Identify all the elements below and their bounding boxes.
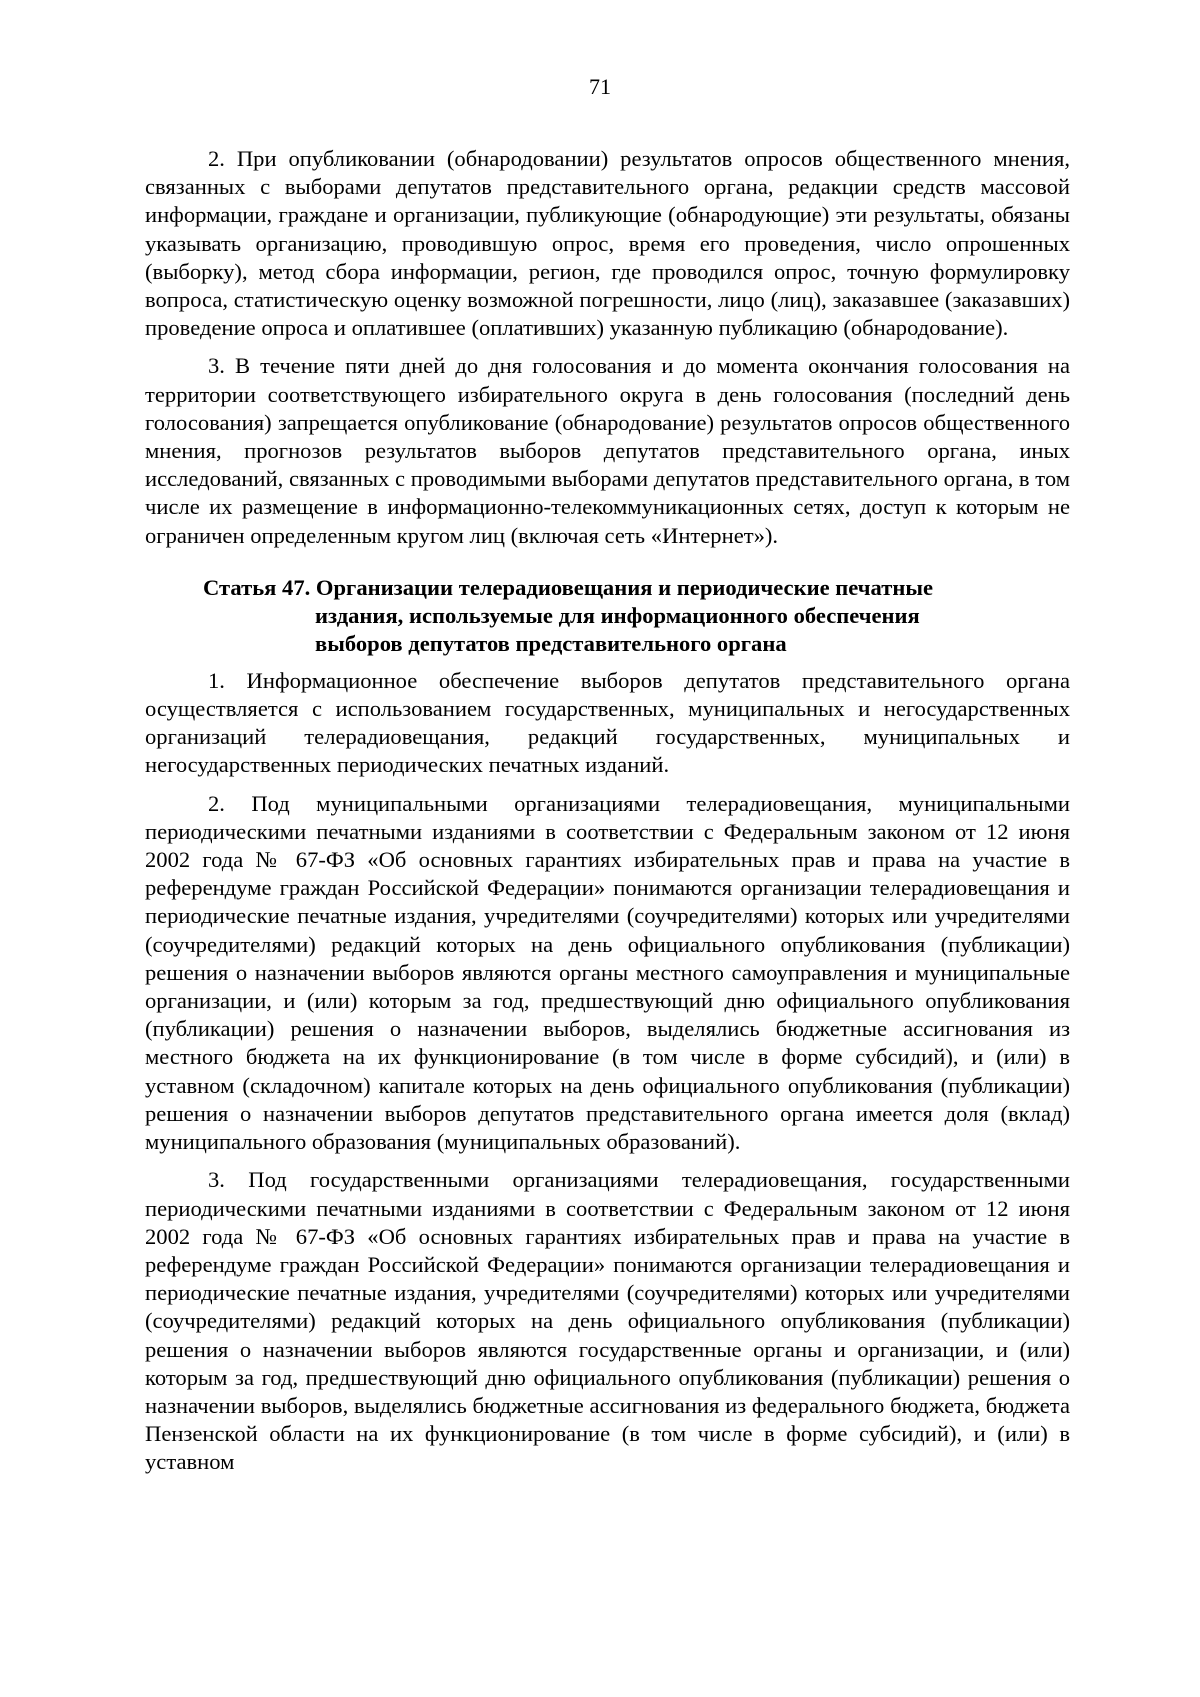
page-number: 71 bbox=[589, 74, 611, 99]
article-47-paragraph-2: 2. Под муниципальными организациями телерадиовещания, муниципальными периодическими печатными изданиями в соответствии с Федеральным законом от 12 июня 2002 года № 67-ФЗ «Об основных гарантиях избирательных прав и права на участие в референдуме граждан Российской Федерации» понимаются организации телерадиовещания и периодические печатные издания, учредителями (соучредителями) которых или учредителями (соучредителями) редакций которых на день официального опубликования (публикации) решения о назначении выборов являются органы местного самоуправления и муниципальные организации, и (или) которым за год, предшествующий дню официального опубликования (публикации) решения о назначении выборов, выделялись бюджетные ассигнования из местного бюджета на их функционирование (в том числе в форме субсидий), и (или) в уставном (складочном) капитале которых на день официального опубликования (публикации) решения о назначении выборов депутатов представительного органа имеется доля (вклад) муниципального образования (муниципальных образований). bbox=[145, 790, 1070, 1155]
article-heading-line-3: выборов депутатов представительного органа bbox=[315, 630, 787, 656]
paragraph-3-publication-ban: 3. В течение пяти дней до дня голосования и до момента окончания голосования на территории соответствующего избирательного округа в день голосования (последний день голосования) запрещается опубликование (обнародование) результатов опросов общественного мнения, прогнозов результатов выборов депутатов представительного органа, иных исследований, связанных с проводимыми выборами депутатов представительного органа, в том числе их размещение в информационно-телекоммуникационных сетях, доступ к которым не ограничен определенным кругом лиц (включая сеть «Интернет»). bbox=[145, 353, 1070, 548]
article-heading-line-1: Статья 47. Организации телерадиовещания и периодические печатные bbox=[203, 574, 934, 600]
article-47-heading bbox=[145, 574, 1070, 658]
document-body bbox=[145, 145, 1070, 1487]
article-heading-line-2: издания, используемые для информационного обеспечения bbox=[315, 602, 920, 628]
paragraph-2-poll-publication: 2. При опубликовании (обнародовании) результатов опросов общественного мнения, связанных с выборами депутатов представительного органа, редакции средств массовой информации, граждане и организации, публикующие (обнародующие) эти результаты, обязаны указывать организацию, проводившую опрос, время его проведения, число опрошенных (выборку), метод сбора информации, регион, где проводился опрос, точную формулировку вопроса, статистическую оценку возможной погрешности, лицо (лиц), заказавшее (заказавших) проведение опроса и оплатившее (оплативших) указанную публикацию (обнародование). bbox=[145, 146, 1070, 341]
article-47-paragraph-1: 1. Информационное обеспечение выборов депутатов представительного органа осуществляется с использованием государственных, муниципальных и негосударственных организаций телерадиовещания, редакций государственных, муниципальных и негосударственных периодических печатных изданий. bbox=[145, 667, 1070, 778]
article-47-paragraph-3: 3. Под государственными организациями телерадиовещания, государственными периодическими печатными изданиями в соответствии с Федеральным законом от 12 июня 2002 года № 67-ФЗ «Об основных гарантиях избирательных прав и права на участие в референдуме граждан Российской Федерации» понимаются организации телерадиовещания и периодические печатные издания, учредителями (соучредителями) которых или учредителями (соучредителями) редакций которых на день официального опубликования (публикации) решения о назначении выборов являются государственные органы и организации, и (или) которым за год, предшествующий дню официального опубликования (публикации) решения о назначении выборов, выделялись бюджетные ассигнования из федерального бюджета, бюджета Пензенской области на их функционирование (в том числе в форме субсидий), и (или) в уставном bbox=[145, 1167, 1070, 1475]
